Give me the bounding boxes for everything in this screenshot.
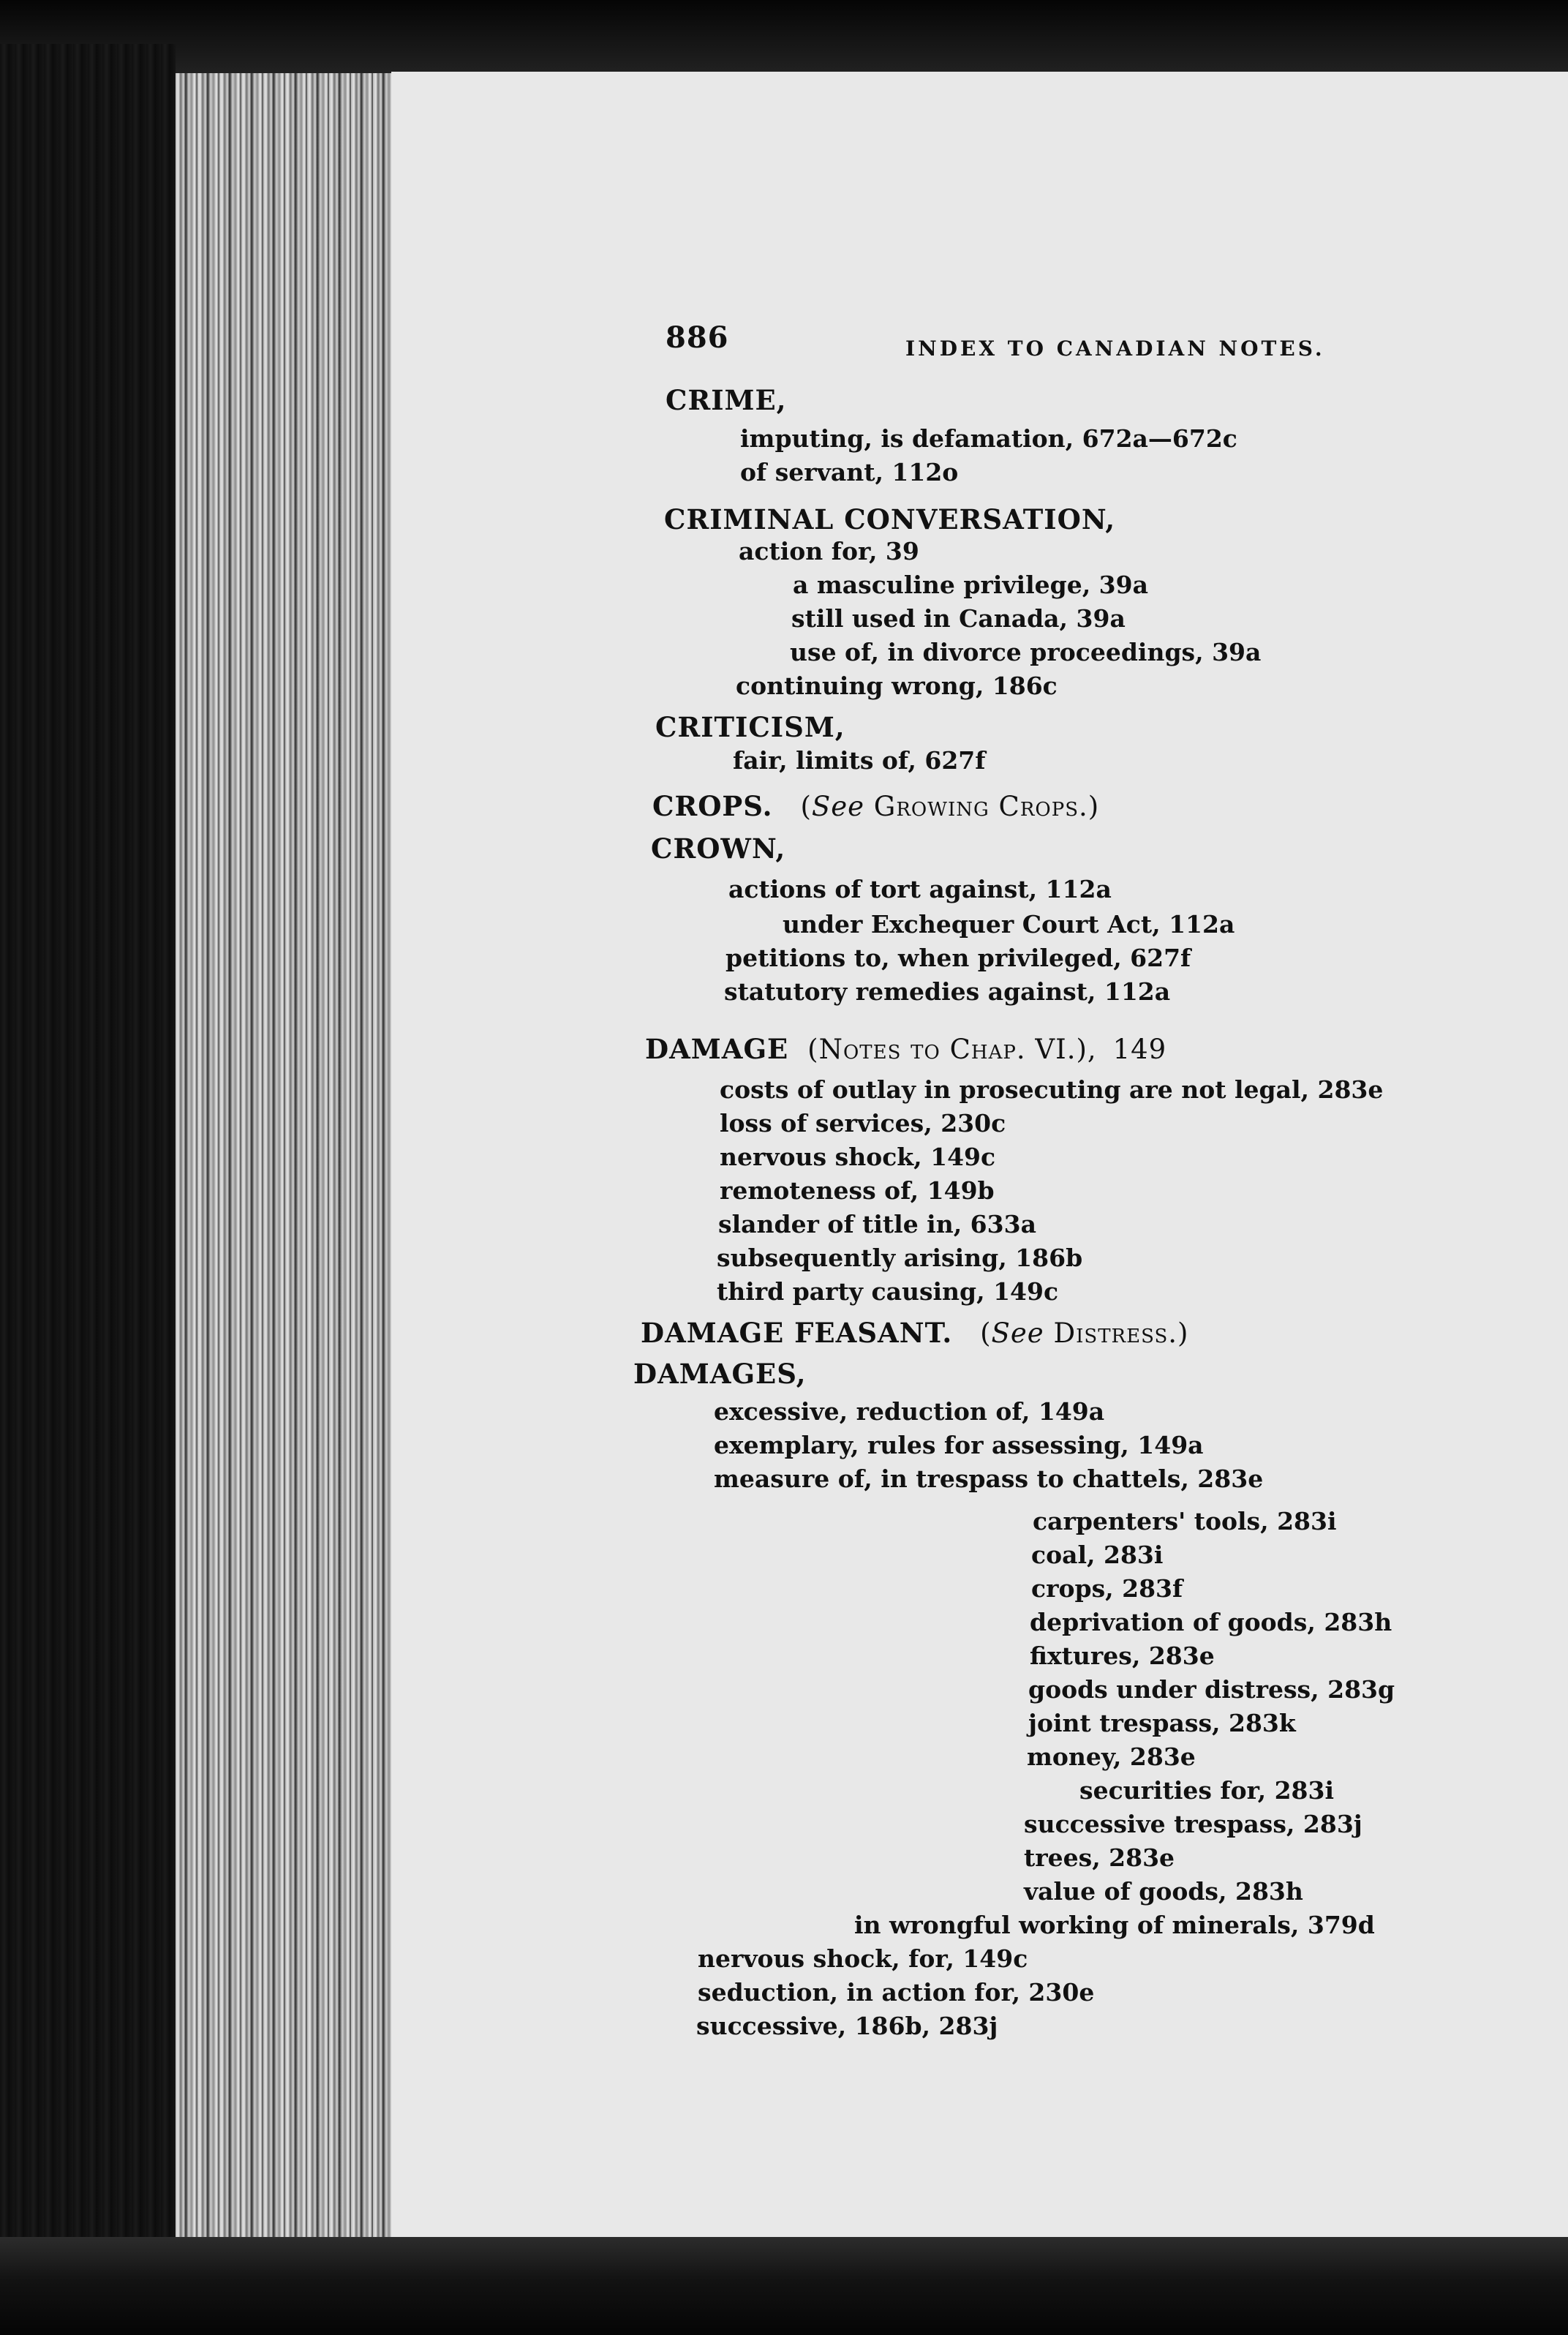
index-subentry: slander of title in, 633a xyxy=(718,1210,1036,1238)
index-subentry: imputing, is defamation, 672a—672c xyxy=(740,424,1237,453)
index-heading-criticism: CRITICISM, xyxy=(655,711,845,743)
index-subentry: of servant, 112o xyxy=(740,458,959,486)
index-subentry: nervous shock, 149c xyxy=(720,1143,996,1171)
index-subentry: nervous shock, for, 149c xyxy=(698,1944,1028,1973)
index-subentry: excessive, reduction of, 149a xyxy=(714,1397,1105,1426)
index-subentry: under Exchequer Court Act, 112a xyxy=(783,910,1235,939)
index-heading-damages: DAMAGES, xyxy=(633,1358,807,1390)
running-head: INDEX TO CANADIAN NOTES. xyxy=(905,336,1325,361)
notes-reference: (Notes to Chap. VI.), xyxy=(807,1034,1097,1065)
index-subentry: loss of services, 230c xyxy=(720,1109,1006,1138)
page-reference: 149 xyxy=(1112,1034,1167,1065)
page-edges xyxy=(176,73,391,2238)
index-subentry: fixtures, 283e xyxy=(1030,1642,1215,1670)
index-subentry: action for, 39 xyxy=(739,537,919,565)
index-subentry: in wrongful working of minerals, 379d xyxy=(854,1911,1375,1939)
index-subentry: securities for, 283i xyxy=(1079,1776,1335,1805)
index-subentry: money, 283e xyxy=(1027,1742,1196,1771)
index-subentry: deprivation of goods, 283h xyxy=(1030,1608,1392,1636)
index-subentry: statutory remedies against, 112a xyxy=(724,977,1171,1006)
index-subentry: successive trespass, 283j xyxy=(1024,1810,1362,1838)
cross-reference: (See Growing Crops.) xyxy=(800,791,1100,822)
index-subentry: coal, 283i xyxy=(1031,1541,1164,1569)
index-subentry: value of goods, 283h xyxy=(1024,1877,1303,1906)
index-subentry: a masculine privilege, 39a xyxy=(793,571,1148,599)
scan-bottom-border xyxy=(0,2237,1568,2335)
index-subentry: carpenters' tools, 283i xyxy=(1033,1507,1337,1535)
index-heading-damage-feasant: DAMAGE FEASANT. (See Distress.) xyxy=(641,1317,1189,1349)
index-subentry: crops, 283f xyxy=(1031,1574,1183,1603)
index-subentry: trees, 283e xyxy=(1024,1843,1175,1872)
index-subentry: successive, 186b, 283j xyxy=(696,2012,998,2040)
index-heading-crown: CROWN, xyxy=(651,832,786,865)
index-subentry: seduction, in action for, 230e xyxy=(698,1978,1095,2007)
index-subentry: exemplary, rules for assessing, 149a xyxy=(714,1431,1204,1459)
index-heading-criminal-conversation: CRIMINAL CONVERSATION, xyxy=(664,503,1116,535)
index-subentry: fair, limits of, 627f xyxy=(733,746,986,775)
index-subentry: actions of tort against, 112a xyxy=(728,875,1112,903)
index-heading-damage: DAMAGE (Notes to Chap. VI.), 149 xyxy=(645,1033,1167,1065)
index-subentry: joint trespass, 283k xyxy=(1028,1709,1296,1737)
cross-reference: (See Distress.) xyxy=(980,1317,1189,1349)
index-subentry: subsequently arising, 186b xyxy=(717,1244,1083,1272)
index-subentry: goods under distress, 283g xyxy=(1028,1675,1395,1704)
index-heading-crops xyxy=(652,790,1099,822)
index-subentry: use of, in divorce proceedings, 39a xyxy=(790,638,1262,666)
index-subentry: costs of outlay in prosecuting are not legal, 283e xyxy=(720,1075,1384,1104)
index-subentry: measure of, in trespass to chattels, 283e xyxy=(714,1464,1264,1493)
scan-top-border xyxy=(0,0,1568,80)
index-subentry: remoteness of, 149b xyxy=(720,1176,995,1205)
binding-shadow xyxy=(0,44,176,2282)
heading-text: CROPS. xyxy=(652,790,773,822)
index-subentry: continuing wrong, 186c xyxy=(736,672,1058,700)
index-subentry: petitions to, when privileged, 627f xyxy=(725,944,1191,972)
index-heading-crime: CRIME, xyxy=(666,384,787,416)
index-subentry: still used in Canada, 39a xyxy=(791,604,1126,633)
index-subentry: third party causing, 149c xyxy=(717,1277,1059,1306)
page-number: 886 xyxy=(666,320,729,355)
